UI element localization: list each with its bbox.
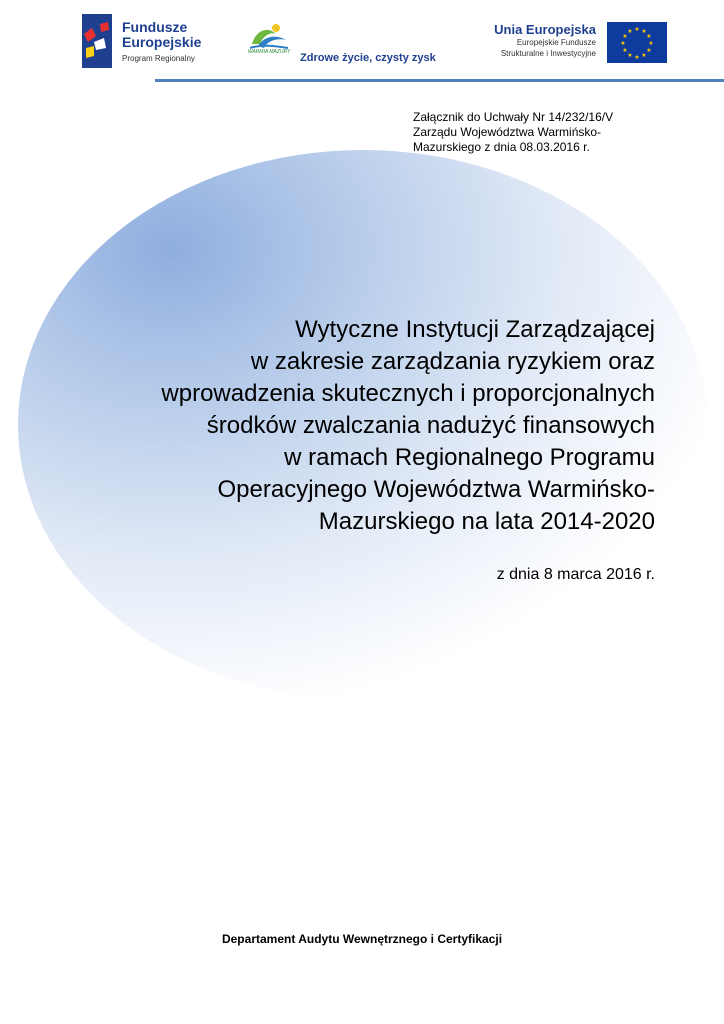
title-line: Mazurskiego na lata 2014-2020 (318, 508, 655, 535)
ue-title: Unia Europejska (494, 22, 596, 37)
fe-title (122, 20, 222, 50)
svg-text:★: ★ (641, 52, 647, 59)
svg-text:★: ★ (646, 47, 652, 54)
title-line: Wytyczne Instytucji Zarządzającej (295, 316, 655, 343)
title-line: Operacyjnego Województwa Warmińsko- (217, 476, 655, 503)
title-line: w zakresie zarządzania ryzykiem oraz (250, 348, 655, 375)
fe-subtitle: Program Regionalny (122, 54, 195, 63)
svg-text:★: ★ (622, 47, 628, 54)
svg-text:★: ★ (641, 28, 647, 35)
warmia-mazury-emblem-icon (246, 20, 292, 52)
warmia-mazury-logo (246, 20, 292, 66)
ue-text (478, 22, 596, 59)
annex-note (413, 110, 663, 155)
fe-title-line1: Fundusze (122, 19, 188, 35)
department-name: Departament Audytu Wewnętrznego i Certyfikacji (221, 932, 503, 946)
svg-text:★: ★ (620, 40, 626, 47)
title-line: w ramach Regionalnego Programu (284, 444, 655, 471)
logo-bar (0, 0, 724, 80)
title-line: środków zwalczania nadużyć finansowych (206, 412, 655, 439)
warmia-mazury-caption: WARMIA MAZURY (247, 49, 291, 55)
annex-line3: Mazurskiego z dnia 08.03.2016 r. (413, 140, 590, 154)
slogan: Zdrowe życie, czysty zysk (300, 52, 436, 64)
ue-sub-line2: Strukturalne i Inwestycyjne (500, 49, 596, 58)
svg-text:★: ★ (627, 52, 633, 59)
fundusze-europejskie-logo (82, 14, 216, 70)
annex-line1: Załącznik do Uchwały Nr 14/232/16/V (413, 110, 614, 124)
title-line: wprowadzenia skutecznych i proporcjonalnych (161, 380, 655, 407)
eu-flag-icon (607, 22, 667, 63)
header-rule (155, 79, 724, 82)
annex-line2: Zarządu Województwa Warmińsko- (413, 125, 602, 139)
svg-text:★: ★ (634, 54, 640, 61)
svg-text:★: ★ (648, 40, 654, 47)
svg-text:★: ★ (622, 33, 628, 40)
document-title (60, 314, 655, 538)
ue-sub-line1: Europejskie Fundusze (516, 38, 596, 47)
svg-text:★: ★ (634, 26, 640, 33)
fe-flag-icon (82, 14, 112, 68)
svg-text:★: ★ (627, 28, 633, 35)
svg-text:★: ★ (646, 33, 652, 40)
document-date: z dnia 8 marca 2016 r. (496, 566, 655, 583)
fe-title-line2: Europejskie (122, 34, 202, 50)
